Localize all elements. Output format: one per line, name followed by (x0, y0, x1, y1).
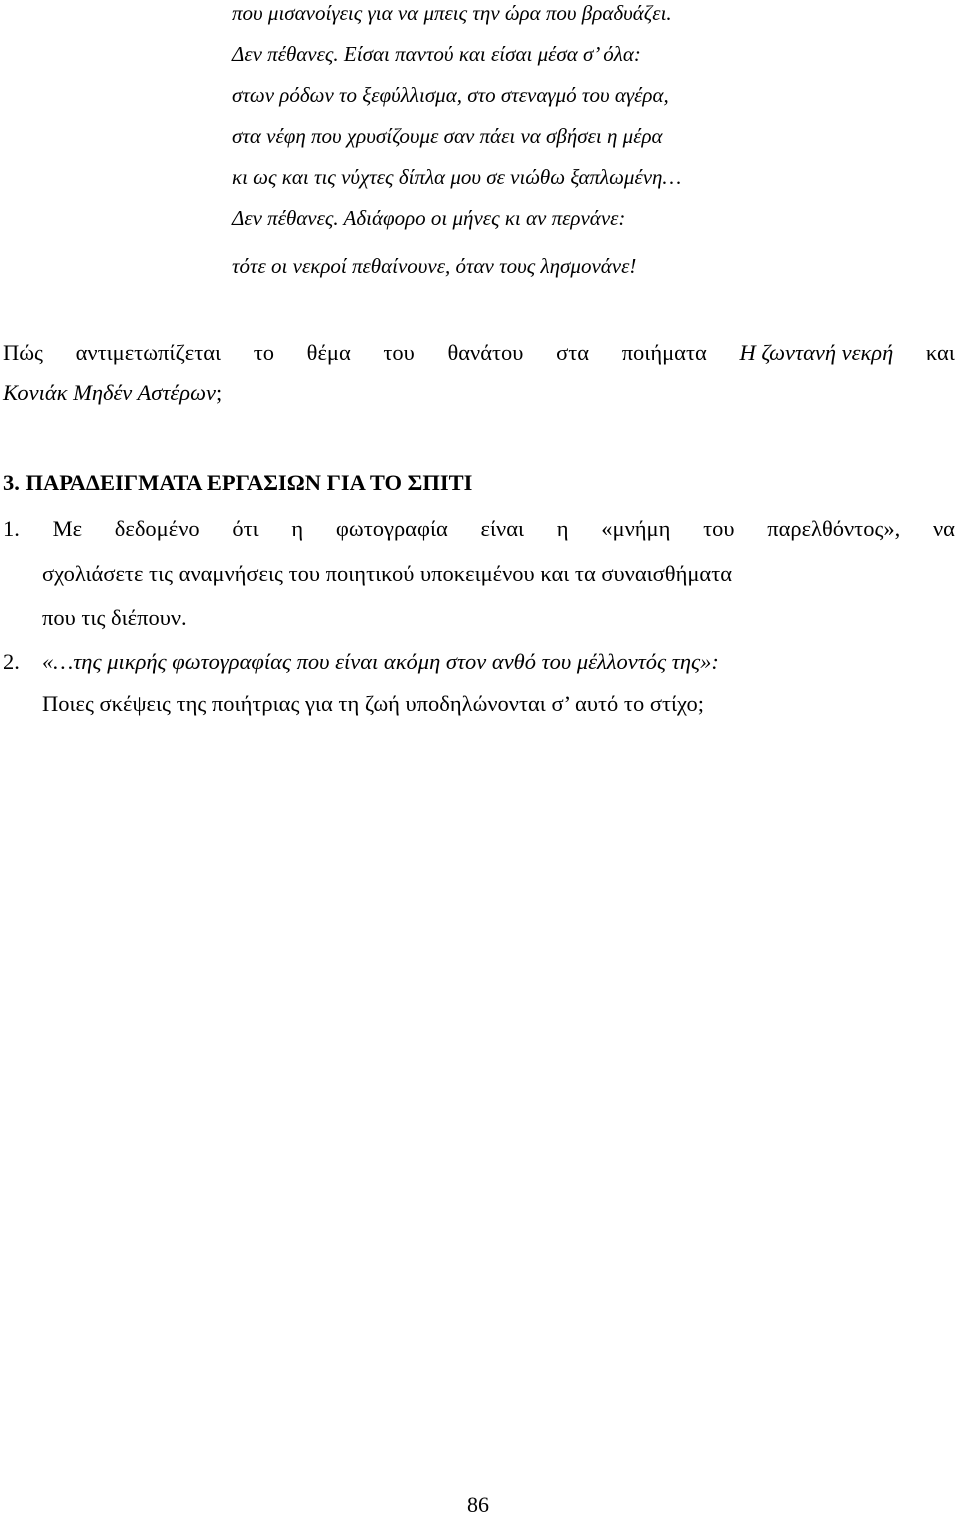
word: να (932, 516, 955, 541)
word: του (703, 516, 735, 541)
word: είναι (480, 516, 525, 541)
word: αντιμετωπίζεται (75, 340, 222, 365)
poem-line: Δεν πέθανες. Αδιάφορο οι μήνες κι αν περνάνε: (232, 206, 626, 230)
poem-line: κι ως και τις νύχτες δίπλα μου σε νιώθω ξαπλωμένη… (232, 165, 682, 189)
word: δεδομένο (114, 516, 200, 541)
exercise-2-quote: «…της μικρής φωτογραφίας που είναι ακόμη στον ανθό του μέλλοντός της»: (42, 649, 719, 674)
section-heading: 3. ΠΑΡΑΔΕΙΓΜΑΤΑ ΕΡΓΑΣΙΩΝ ΓΙΑ ΤΟ ΣΠΙΤΙ (3, 470, 473, 495)
exercise-1-line-3: που τις διέπουν. (42, 605, 187, 630)
poem-line: που μισανοίγεις για να μπεις την ώρα που βραδυάζει. (232, 1, 672, 25)
page-number: 86 (467, 1492, 489, 1517)
exercise-1-line-1 (3, 518, 955, 541)
poem-line: τότε οι νεκροί πεθαίνουνε, όταν τους λησμονάνε! (232, 254, 637, 278)
word: στα (556, 340, 590, 365)
poem-line: στα νέφη που χρυσίζουμε σαν πάει να σβήσει η μέρα (232, 124, 663, 148)
word: θανάτου (447, 340, 524, 365)
word: ποιήματα (621, 340, 707, 365)
word: το (253, 340, 275, 365)
poem-title-2: Κονιάκ Μηδέν Αστέρων (3, 380, 216, 405)
word: Με (52, 516, 83, 541)
poem-title-1: Η ζωντανή νεκρή (739, 340, 894, 365)
word: φωτογραφία (335, 516, 448, 541)
word: παρελθόντος», (767, 516, 901, 541)
word: θέμα (306, 340, 351, 365)
word: ότι (232, 516, 259, 541)
exercise-number: 1. (3, 516, 20, 541)
question-line-2 (3, 382, 222, 405)
word: η (556, 516, 569, 541)
exercise-2-line-2: Ποιες σκέψεις της ποιήτριας για τη ζωή υποδηλώνονται σ’ αυτό το στίχο; (42, 691, 705, 716)
word: του (383, 340, 415, 365)
poem-line: στων ρόδων το ξεφύλλισμα, στο στεναγμό του αγέρα, (232, 83, 669, 107)
word: Πώς (3, 340, 43, 365)
exercise-number: 2. (3, 649, 20, 674)
word: η (291, 516, 304, 541)
poem-line: Δεν πέθανες. Είσαι παντού και είσαι μέσα σ’ όλα: (232, 42, 641, 66)
exercise-1-line-2: σχολιάσετε τις αναμνήσεις του ποιητικού υποκειμένου και τα συναισθήματα (42, 561, 733, 586)
question-end: ; (215, 380, 223, 405)
word: και (925, 340, 955, 365)
question-line-1 (3, 342, 955, 365)
word: «μνήμη (601, 516, 671, 541)
